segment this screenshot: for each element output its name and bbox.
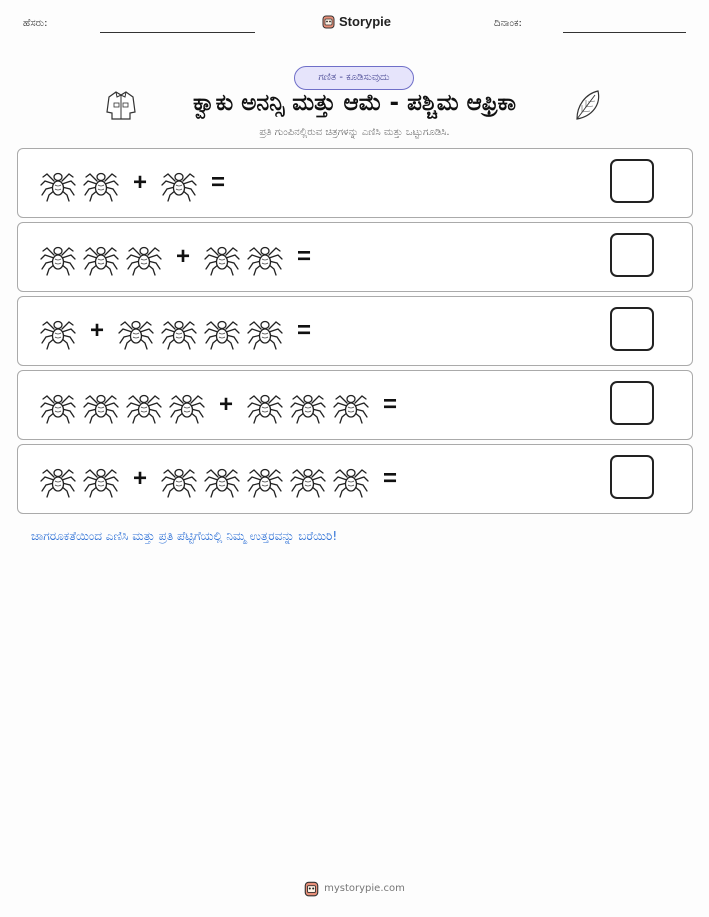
- problem-list: [17, 148, 693, 518]
- plus-sign: +: [176, 243, 191, 270]
- spider-icon: [81, 385, 121, 425]
- problem-row: [17, 370, 693, 440]
- equation: [38, 311, 323, 351]
- leaf-icon: [573, 88, 603, 122]
- answer-box[interactable]: [610, 233, 654, 277]
- plus-sign: +: [90, 317, 105, 344]
- spider-icon: [202, 459, 242, 499]
- equals-sign: =: [297, 243, 312, 270]
- spider-icon: [288, 459, 328, 499]
- plus-sign: +: [133, 169, 148, 196]
- spider-icon: [245, 237, 285, 277]
- spider-icon: [202, 311, 242, 351]
- date-line: [563, 32, 686, 33]
- spider-icon: [245, 385, 285, 425]
- spider-icon: [331, 385, 371, 425]
- equation: [38, 385, 409, 425]
- answer-box[interactable]: [610, 307, 654, 351]
- name-line: [100, 32, 255, 33]
- answer-box[interactable]: [610, 455, 654, 499]
- answer-box[interactable]: [610, 381, 654, 425]
- equation: [38, 163, 237, 203]
- equals-sign: =: [297, 317, 312, 344]
- spider-icon: [245, 459, 285, 499]
- problem-row: [17, 296, 693, 366]
- name-label: ಹೆಸರು:: [23, 18, 48, 29]
- footer-url: mystorypie.com: [324, 883, 405, 894]
- spider-icon: [38, 385, 78, 425]
- topic-badge: ಗಣಿತ - ಕೂಡಿಸುವುದು: [294, 66, 414, 90]
- date-label: ದಿನಾಂಕ:: [494, 18, 522, 29]
- equation: [38, 237, 323, 277]
- spider-icon: [167, 385, 207, 425]
- equation: [38, 459, 409, 499]
- equals-sign: =: [383, 391, 398, 418]
- problem-row: [17, 148, 693, 218]
- problem-row: [17, 444, 693, 514]
- plus-sign: +: [219, 391, 234, 418]
- spider-icon: [331, 459, 371, 499]
- spider-icon: [159, 163, 199, 203]
- spider-icon: [38, 459, 78, 499]
- brand-name: Storypie: [339, 14, 392, 29]
- footer: [0, 880, 709, 897]
- spider-icon: [245, 311, 285, 351]
- spider-icon: [38, 237, 78, 277]
- spider-icon: [124, 385, 164, 425]
- spider-icon: [38, 163, 78, 203]
- problem-row: [17, 222, 693, 292]
- spider-icon: [288, 385, 328, 425]
- instructions: ಪ್ರತಿ ಗುಂಪಿನಲ್ಲಿರುವ ಚಿತ್ರಗಳನ್ನು ಎಣಿಸಿ ಮತ್ತು ಒಟ್ಟುಗೂಡಿಸಿ.: [259, 127, 450, 138]
- storypie-mascot-icon: [322, 14, 335, 29]
- spider-icon: [38, 311, 78, 351]
- spider-icon: [124, 237, 164, 277]
- spider-icon: [81, 459, 121, 499]
- spider-icon: [116, 311, 156, 351]
- equals-sign: =: [211, 169, 226, 196]
- brand-logo: [322, 14, 391, 29]
- spider-icon: [81, 237, 121, 277]
- storypie-mascot-icon: [304, 880, 319, 897]
- spider-icon: [81, 163, 121, 203]
- equals-sign: =: [383, 465, 398, 492]
- hint-text: ಜಾಗರೂಕತೆಯಿಂದ ಎಣಿಸಿ ಮತ್ತು ಪ್ರತಿ ಪೆಟ್ಟಿಗೆಯಲ್ಲಿ ನಿಮ್ಮ ಉತ್ತರವನ್ನು ಬರೆಯಿರಿ!: [31, 529, 338, 543]
- worksheet-title: ಕ್ವಾಕು ಅನನ್ಸಿ ಮತ್ತು ಆಮೆ - ಪಶ್ಚಿಮ ಆಫ್ರಿಕಾ: [193, 90, 516, 116]
- spider-icon: [159, 311, 199, 351]
- spider-icon: [202, 237, 242, 277]
- spider-icon: [159, 459, 199, 499]
- answer-box[interactable]: [610, 159, 654, 203]
- plus-sign: +: [133, 465, 148, 492]
- worksheet-header: [0, 14, 709, 38]
